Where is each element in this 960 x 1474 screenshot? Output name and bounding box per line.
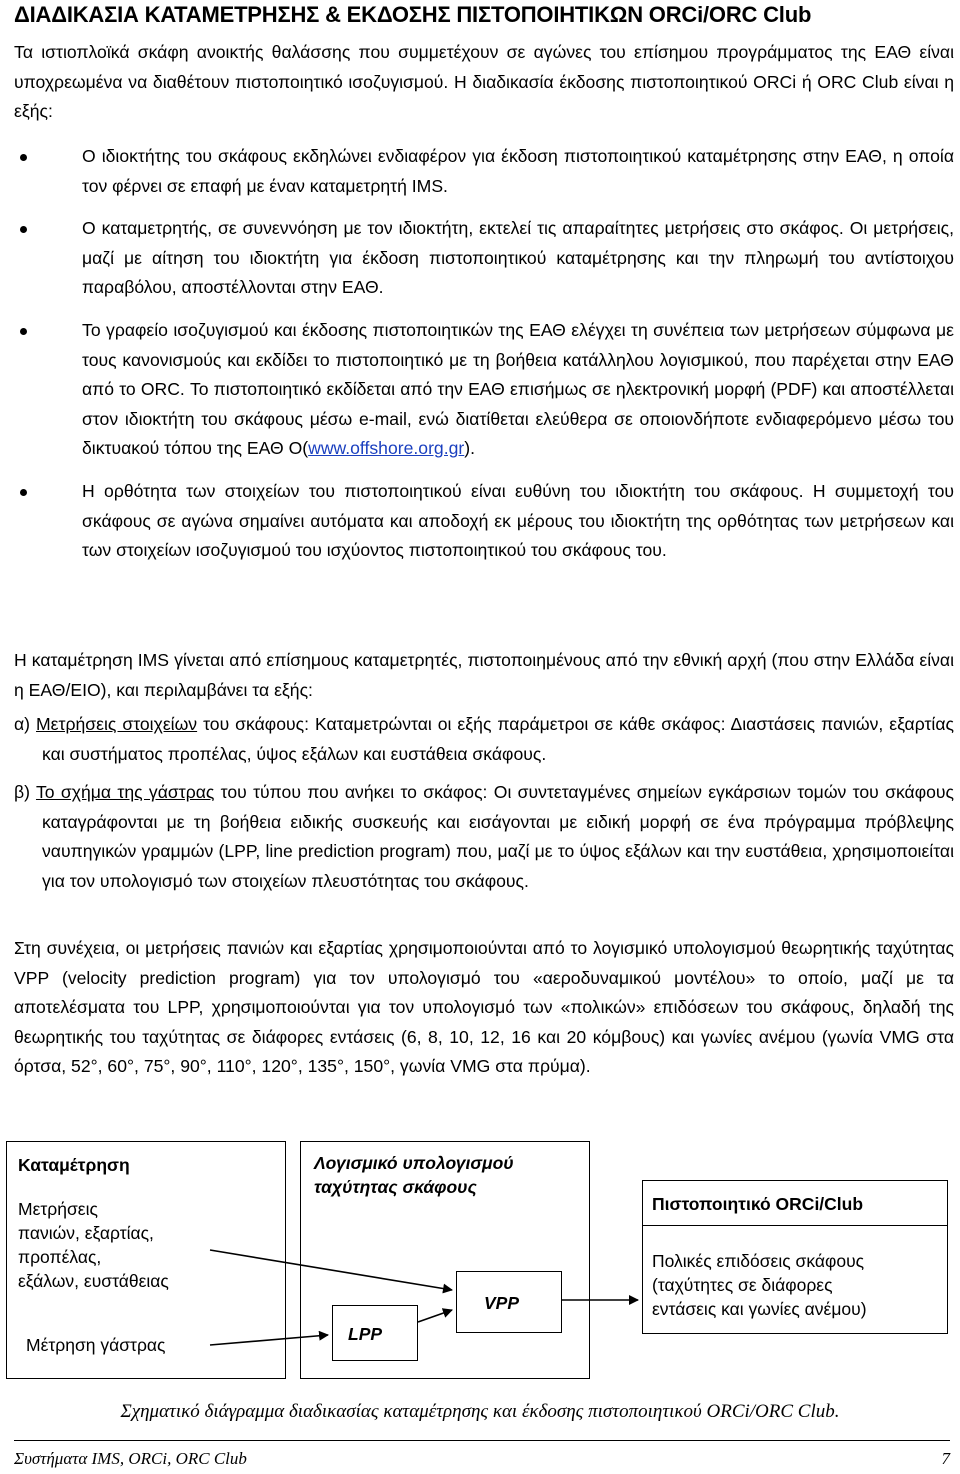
list-item-text: Η ορθότητα των στοιχείων του πιστοποιητικού είναι ευθύνη του ιδιοκτήτη του σκάφους. Η συμμετοχή του σκάφους σε αγώνα σημαίνει αυτόματα και αποδοχή εκ μέρους του ιδιοκτήτη της ορθότητας των μετρήσεων και των στοιχείων ισοζυγισμού του ισχύοντος πιστοποιητικού του σκάφους του. (82, 480, 954, 561)
list-item-text: Ο ιδιοκτήτης του σκάφους εκδηλώνει ενδιαφέρον για έκδοση πιστοποιητικού καταμέτρησης στην ΕΑΘ, η οποία τον φέρνει σε επαφή με έναν καταμετρητή IMS. (82, 146, 954, 196)
list-item (14, 214, 954, 303)
bullet-icon (20, 328, 27, 335)
bullet-icon (20, 154, 27, 161)
item-a-text: του σκάφους: Καταμετρώνται οι εξής παράμετροι σε κάθε σκάφος: Διαστάσεις πανιών, εξαρτίας και συστήματος προπέλας, ύψος εξάλων και ευστάθεια σκάφους. (42, 714, 954, 764)
list-item-text: Το γραφείο ισοζυγισμού και έκδοσης πιστοποιητικών της ΕΑΘ ελέγχει τη συνέπεια των μετρήσεων σύμφωνα με τους κανονισμούς και εκδίδει το πιστοποιητικό με τη βοήθεια κατάλληλου λογισμικού, που παρέχεται στην ΕΑΘ από το ORC. Το πιστοποιητικό εκδίδεται από την ΕΑΘ επισήμως σε ηλεκτρονική μορφή (PDF) και αποστέλλεται στον ιδιοκτήτη του σκάφους μέσω e-mail, ενώ διατίθεται ελεύθερα σε οποιονδήποτε ενδιαφερόμενο μέσω του δικτυακού τόπου της ΕΑΘ Ο( (82, 319, 954, 459)
certificate-title: Πιστοποιητικό ORCi/Club (652, 1194, 864, 1214)
list-item (14, 142, 954, 201)
software-title: ταχύτητας σκάφους (314, 1177, 477, 1197)
hull-measurement-label: Μέτρηση γάστρας (26, 1335, 166, 1355)
item-b (14, 778, 954, 896)
offshore-website-link[interactable]: www.offshore.org.gr (308, 438, 465, 459)
list-item (14, 477, 954, 566)
intro-paragraph: Τα ιστιοπλοϊκά σκάφη ανοικτής θαλάσσης που συμμετέχουν σε αγώνες του επίσημου προγράμματος της ΕΑΘ είναι υποχρεωμένα να διαθέτουν πιστοποιητικό ισοζυγισμού. Η διαδικασία έκδοσης πιστοποιητικού ORCi ή ORC Club είναι η εξής: (14, 42, 954, 122)
list-item (14, 316, 954, 464)
diagram-caption: Σχηματικό διάγραμμα διαδικασίας καταμέτρησης και έκδοσης πιστοποιητικού ORCi/ORC Club. (120, 1401, 840, 1422)
vpp-paragraph: Στη συνέχεια, οι μετρήσεις πανιών και εξαρτίας χρησιμοποιούνται από το λογισμικό υπολογισμού θεωρητικής ταχύτητας VPP (velocity prediction program) για τον υπολογισμό του «αεροδυναμικού μοντέλου» το οποίο, μαζί με τα αποτελέσματα του LPP, χρησιμοποιούνται για τον υπολογισμό των «πολικών» επιδόσεων του σκάφους, δηλαδή της θεωρητικής του ταχύτητας σε διάφορες εντάσεις (6, 8, 10, 12, 16 και 20 κόμβους) και γωνίες ανέμου (γωνία VMG στα όρτσα, 52°, 60°, 75°, 90°, 110°, 120°, 135°, 150°, γωνία VMG στα πρύμα). (14, 938, 954, 1077)
page-number: 7 (941, 1449, 950, 1468)
measurement-title: Καταμέτρηση (18, 1155, 130, 1175)
certificate-line: εντάσεις και γωνίες ανέμου) (652, 1299, 867, 1319)
item-a-heading: Μετρήσεις στοιχείων (36, 714, 198, 734)
lpp-label: LPP (348, 1324, 383, 1344)
measurement-line: Μετρήσεις (18, 1199, 98, 1219)
page-title: ΔΙΑΔΙΚΑΣΙΑ ΚΑΤΑΜΕΤΡΗΣΗΣ & ΕΚΔΟΣΗΣ ΠΙΣΤΟΠΟΙΗΤΙΚΩΝ ORCi/ORC Club (14, 2, 812, 27)
item-a-prefix: α) (14, 714, 37, 734)
certificate-line: Πολικές επιδόσεις σκάφους (652, 1251, 865, 1271)
software-title: Λογισμικό υπολογισμού (314, 1153, 514, 1173)
list-item-text: Ο καταμετρητής, σε συνεννόηση με τον ιδιοκτήτη, εκτελεί τις απαραίτητες μετρήσεις στο σκάφος. Οι μετρήσεις, μαζί με αίτηση του ιδιοκτήτη για έκδοση πιστοποιητικού καταμέτρησης και την πληρωμή του αντίστοιχου παραβόλου, αποστέλλονται στην ΕΑΘ. (82, 218, 954, 298)
certificate-line: (ταχύτητες σε διάφορες (652, 1275, 833, 1295)
footer-text: Συστήματα IMS, ORCi, ORC Club (14, 1449, 247, 1468)
footer-divider (14, 1440, 950, 1441)
item-a (14, 710, 954, 769)
bullet-icon (20, 489, 27, 496)
vpp-label: VPP (484, 1293, 520, 1313)
list-item-text-end: ). (464, 438, 475, 459)
item-b-text: του τύπου που ανήκει το σκάφος: Οι συντεταγμένες σημείων εγκάρσιων τομών του σκάφους καταγράφονται με τη βοήθεια ειδικής συσκευής και εισάγονται με ειδική μορφή σε ένα πρόγραμμα πρόβλεψης ναυπηγικών γραμμών (LPP, line prediction program) που, μαζί με το ύψος εξάλων και την ευστάθεια, χρησιμοποιείται για τον υπολογισμό των στοιχείων πλευστότητας του σκάφους. (42, 782, 954, 891)
measurement-line: προπέλας, (18, 1247, 102, 1267)
measurement-line: πανιών, εξαρτίας, (18, 1223, 154, 1243)
item-b-prefix: β) (14, 782, 36, 802)
measurement-paragraph: Η καταμέτρηση IMS γίνεται από επίσημους καταμετρητές, πιστοποιημένους από την εθνική αρχή (που στην Ελλάδα είναι η ΕΑΘ/ΕΙΟ), και περιλαμβάνει τα εξής: (14, 650, 954, 700)
item-b-heading: Το σχήμα της γάστρας (35, 782, 215, 802)
bullet-icon (20, 226, 27, 233)
procedure-list (14, 142, 954, 579)
measurement-line: εξάλων, ευστάθειας (18, 1271, 169, 1291)
